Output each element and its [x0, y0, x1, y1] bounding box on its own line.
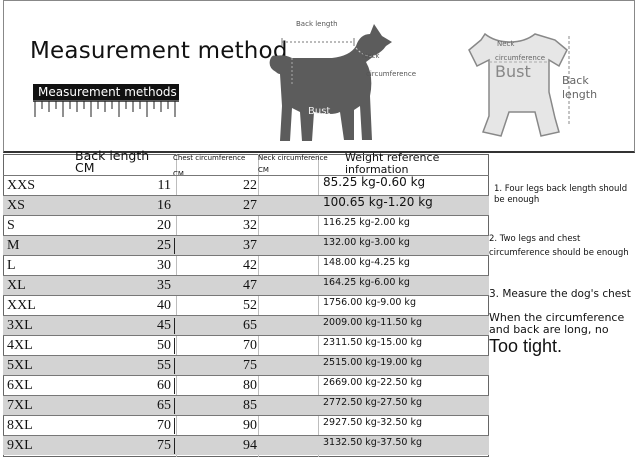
chest-cell: 75 — [243, 358, 257, 373]
back-length-cell: 35 — [157, 278, 171, 293]
size-cell: 7XL — [7, 398, 33, 413]
weight-cell: 2772.50 kg-27.50 kg — [323, 397, 423, 408]
table-row — [3, 435, 489, 455]
table-row — [3, 235, 489, 255]
coat-neck-label: Neck — [497, 40, 515, 48]
ruler-graphic — [33, 84, 179, 120]
cell-divider — [174, 238, 175, 254]
header-weight: Weight reference information — [345, 151, 440, 176]
back-length-cell: 25 — [157, 238, 171, 253]
cell-divider — [174, 378, 175, 394]
ruler-label: Measurement methods — [33, 84, 179, 100]
dog-diagram — [262, 16, 417, 146]
cell-divider — [174, 338, 175, 354]
weight-cell: 85.25 kg-0.60 kg — [323, 175, 426, 189]
note-four-legs: 1. Four legs back length should be enough — [494, 184, 628, 205]
chest-cell: 47 — [243, 278, 257, 293]
coat-diagram — [455, 28, 605, 143]
back-length-cell: 20 — [157, 218, 171, 233]
weight-cell: 2515.00 kg-19.00 kg — [323, 357, 423, 368]
size-cell: 5XL — [7, 358, 33, 373]
table-row — [3, 355, 489, 375]
back-length-cell: 40 — [157, 298, 171, 313]
chest-cell: 70 — [243, 338, 257, 353]
note-circumference: When the circumference and back are long, no — [489, 311, 625, 336]
weight-cell: 2009.00 kg-11.50 kg — [323, 317, 423, 328]
weight-cell: 100.65 kg-1.20 kg — [323, 195, 433, 209]
size-cell: 8XL — [7, 418, 33, 433]
table-header — [3, 150, 489, 176]
weight-cell: 116.25 kg-2.00 kg — [323, 217, 410, 228]
size-cell: S — [7, 218, 15, 233]
size-cell: 3XL — [7, 318, 33, 333]
size-cell: XL — [7, 278, 26, 293]
size-cell: XXL — [7, 298, 36, 313]
size-cell: XXS — [7, 178, 36, 193]
dog-silhouette-icon — [262, 16, 402, 146]
note-measure-chest: 3. Measure the dog's chest — [489, 288, 631, 300]
back-length-label: Back length — [296, 20, 338, 28]
notes-panel — [489, 154, 635, 457]
back-length-cell: 60 — [157, 378, 171, 393]
back-length-cell: 45 — [157, 318, 171, 333]
back-length-cell: 70 — [157, 418, 171, 433]
back-length-cell: 30 — [157, 258, 171, 273]
cell-divider — [174, 358, 175, 374]
table-row — [3, 275, 489, 295]
dog-circumference-label: circumference — [366, 70, 417, 78]
chest-cell: 27 — [243, 198, 257, 213]
size-cell: 6XL — [7, 378, 33, 393]
header-neck: Neck circumference CM — [258, 154, 328, 174]
coat-circumference-label: circumference — [495, 54, 546, 62]
table-row — [3, 415, 489, 435]
weight-cell: 132.00 kg-3.00 kg — [323, 237, 410, 248]
back-length-cell: 75 — [157, 438, 171, 453]
chest-cell: 22 — [243, 178, 257, 193]
size-cell: L — [7, 258, 16, 273]
weight-cell: 2669.00 kg-22.50 kg — [323, 377, 423, 388]
chest-cell: 85 — [243, 398, 257, 413]
back-length-cell: 50 — [157, 338, 171, 353]
chest-cell: 32 — [243, 218, 257, 233]
table-row — [3, 375, 489, 395]
chest-cell: 90 — [243, 418, 257, 433]
weight-cell: 3132.50 kg-37.50 kg — [323, 437, 423, 448]
table-row — [3, 335, 489, 355]
back-length-cell: 65 — [157, 398, 171, 413]
weight-cell: 148.00 kg-4.25 kg — [323, 257, 410, 268]
size-cell: M — [7, 238, 20, 253]
cell-divider — [174, 318, 175, 334]
back-length-cell: 55 — [157, 358, 171, 373]
chest-cell: 42 — [243, 258, 257, 273]
ruler-icon — [33, 84, 179, 120]
chest-cell: 52 — [243, 298, 257, 313]
page-title: Measurement method — [30, 38, 288, 64]
weight-cell: 2927.50 kg-32.50 kg — [323, 417, 423, 428]
coat-bust-label: Bust — [495, 62, 531, 81]
weight-cell: 164.25 kg-6.00 kg — [323, 277, 410, 288]
chest-cell: 94 — [243, 438, 257, 453]
back-length-cell: 11 — [157, 178, 171, 193]
coat-length-label: length — [562, 88, 598, 101]
dog-neck-label: Neck — [362, 52, 380, 60]
header-chest: Chest circumference CM — [173, 154, 246, 178]
cell-divider — [174, 418, 175, 434]
coat-back-label: Back — [562, 74, 589, 87]
weight-cell: 2311.50 kg-15.00 kg — [323, 337, 423, 348]
weight-cell: 1756.00 kg-9.00 kg — [323, 297, 416, 308]
dog-bust-label: Bust — [308, 106, 331, 117]
table-row — [3, 255, 489, 275]
header-back-length: Back length CM — [75, 148, 150, 175]
table-row — [3, 195, 489, 215]
table-row — [3, 295, 489, 315]
size-cell: 4XL — [7, 338, 33, 353]
table-row — [3, 315, 489, 335]
table-row — [3, 215, 489, 235]
chest-cell: 80 — [243, 378, 257, 393]
back-length-cell: 16 — [157, 198, 171, 213]
chest-cell: 37 — [243, 238, 257, 253]
note-two-legs: 2. Two legs and chest circumference should be enough — [489, 234, 629, 258]
table-row — [3, 175, 489, 195]
note-too-tight: Too tight. — [489, 336, 563, 356]
size-cell: 9XL — [7, 438, 33, 453]
chest-cell: 65 — [243, 318, 257, 333]
size-cell: XS — [7, 198, 25, 213]
cell-divider — [174, 398, 175, 414]
cell-divider — [174, 438, 175, 454]
table-row — [3, 395, 489, 415]
